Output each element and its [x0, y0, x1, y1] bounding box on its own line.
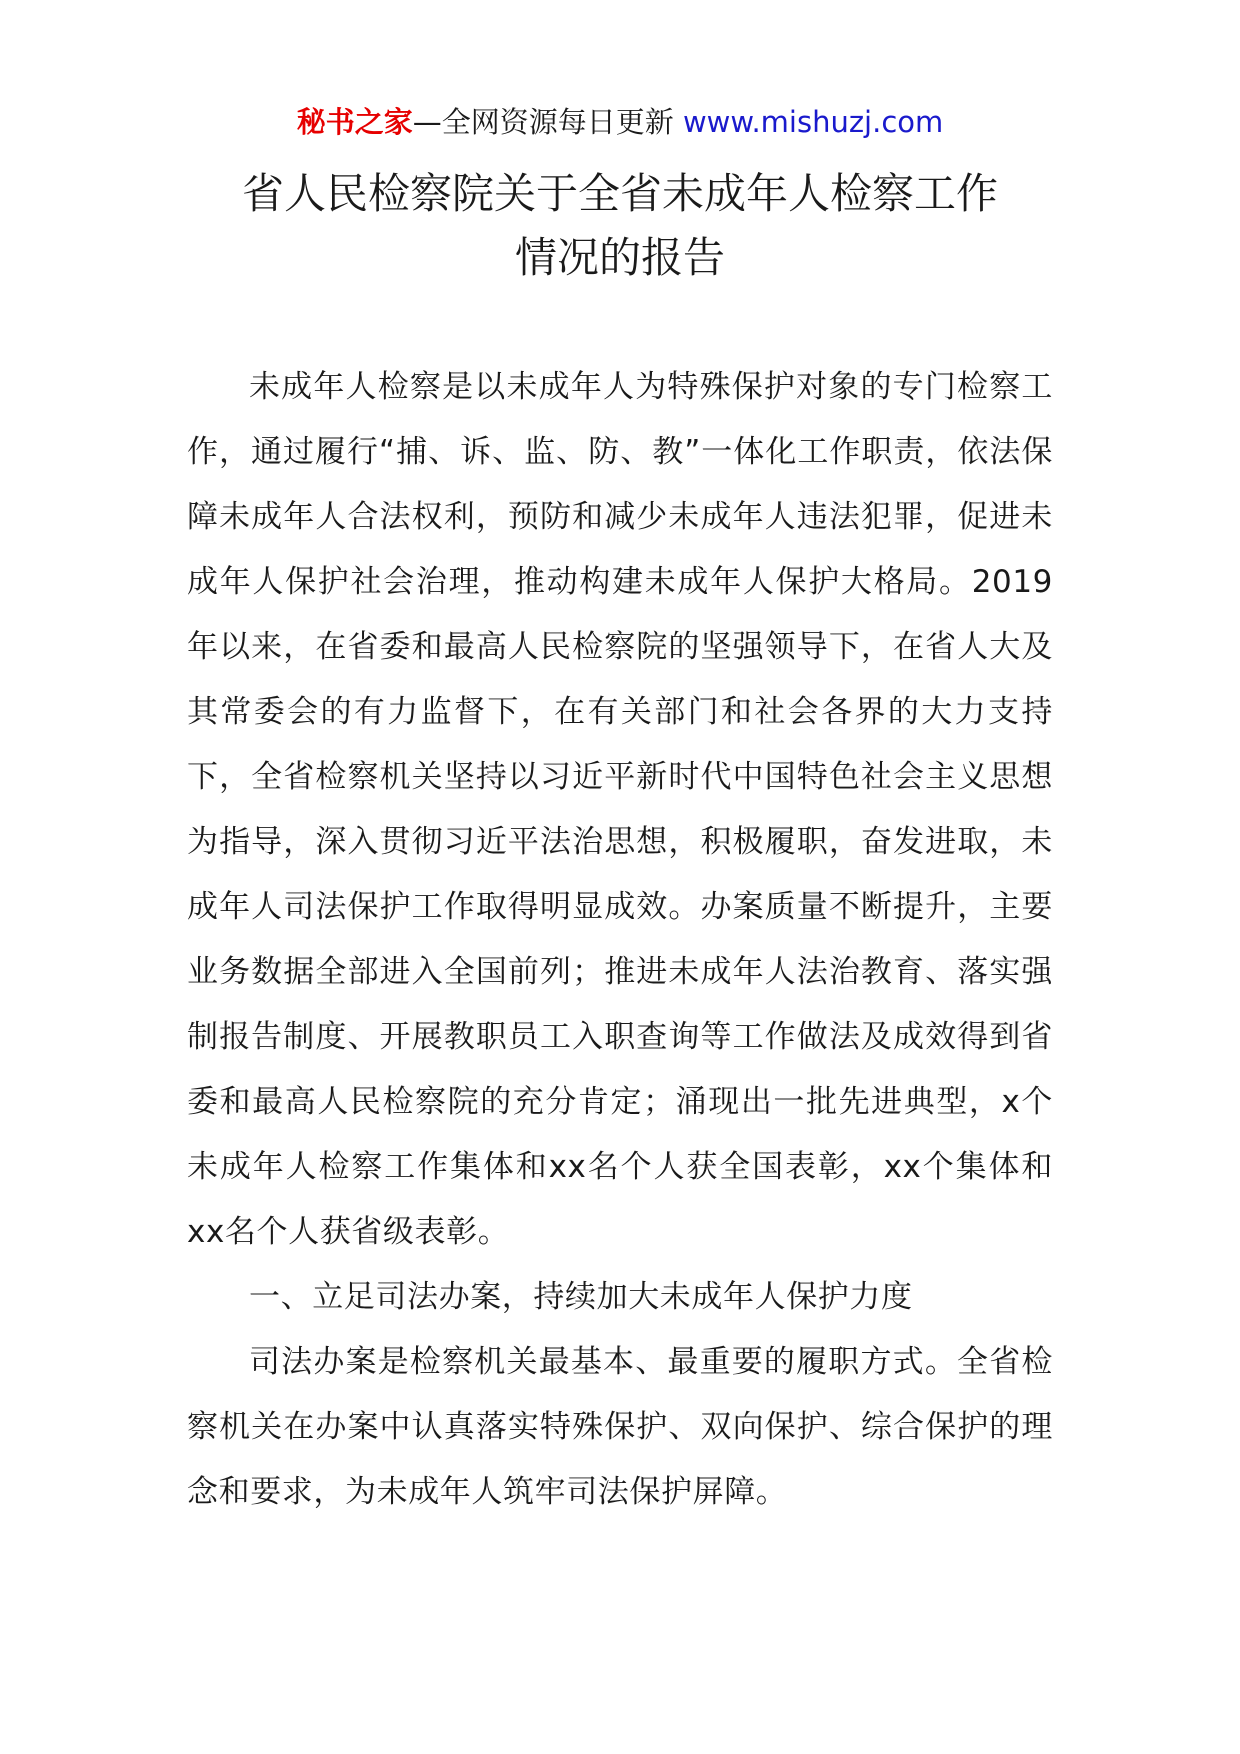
- paragraph-section-1: 司法办案是检察机关最基本、最重要的履职方式。全省检察机关在办案中认真落实特殊保护、双向保护、综合保护的理念和要求，为未成年人筑牢司法保护屏障。: [187, 1344, 1053, 1510]
- paragraph-intro: 未成年人检察是以未成年人为特殊保护对象的专门检察工作，通过履行“捕、诉、监、防、教”一体化工作职责，依法保障未成年人合法权利，预防和减少未成年人违法犯罪，促进未成年人保护社会治理，推动构建未成年人保护大格局。2019年以来，在省委和最高人民检察院的坚强领导下，在省人大及其常委会的有力监督下，在有关部门和社会各界的大力支持下，全省检察机关坚持以习近平新时代中国特色社会主义思想为指导，深入贯彻习近平法治思想，积极履职，奋发进取，未成年人司法保护工作取得明显成效。办案质量不断提升，主要业务数据全部进入全国前列；推进未成年人法治教育、落实强制报告制度、开展教职员工入职查询等工作做法及成效得到省委和最高人民检察院的充分肯定；涌现出一批先进典型，x个未成年人检察工作集体和xx名个人获全国表彰，xx个集体和xx名个人获省级表彰。: [187, 369, 1053, 1250]
- document-body: [187, 355, 1053, 1525]
- brand-name: 秘书之家: [296, 105, 413, 139]
- header-slogan: —全网资源每日更新: [412, 105, 674, 139]
- section-heading-1: 一、立足司法办案，持续加大未成年人保护力度: [249, 1279, 913, 1315]
- site-url-link[interactable]: www.mishuzj.com: [682, 105, 944, 139]
- site-header: [0, 102, 1240, 142]
- title-line-2: 情况的报告: [514, 233, 725, 282]
- title-line-1: 省人民检察院关于全省未成年人检察工作: [241, 169, 998, 218]
- document-title: [150, 162, 1090, 290]
